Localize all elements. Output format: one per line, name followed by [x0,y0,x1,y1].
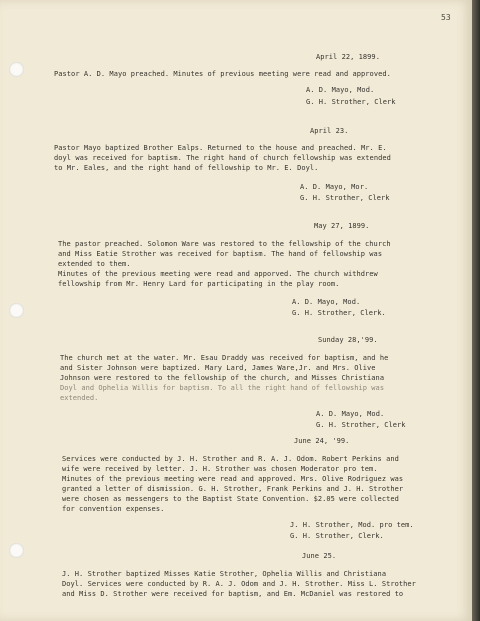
entry-date: April 22, 1899. [316,53,380,61]
entry-line: The church met at the water. Mr. Esau Draddy was received for baptism, and he [60,354,389,362]
entry-line: Minutes of the previous meeting were read and apporved. The church withdrew [58,270,378,278]
entry-line: J. H. Strother baptized Misses Katie Strother, Ophelia Willis and Christiana [62,570,387,578]
entry-line: wife were received by letter. J. H. Strother was chosen Moderator pro tem. [62,465,378,473]
entry-line: fellowship from Mr. Henry Lard for participating in the play room. [58,280,340,288]
signature-line: G. H. Strother, Clerk [306,98,396,106]
entry-date: May 27, 1899. [314,222,370,230]
entry-line: Minutes of the previous meeting were read and approved. Mrs. Olive Rodriguez was [62,475,404,483]
signature-line: A. D. Mayo, Mod. [306,86,375,94]
punch-hole [9,62,24,77]
entry-line: extended to them. [58,260,131,268]
entry-line: Pastor A. D. Mayo preached. Minutes of previous meeting were read and approved. [54,70,391,78]
entry-line: Doyl and Ophelia Willis for baptism. To all the right hand of fellowship was [60,384,385,392]
entry-line: granted a letter of dismission. G. H. Strother, Frank Perkins and J. H. Strother [62,485,404,493]
signature-line: G. H. Strother, Clerk [300,194,390,202]
entry-date: June 25. [302,552,337,560]
punch-hole [9,303,24,318]
entry-date: Sunday 28,'99. [318,336,378,344]
entry-line: and Miss Eatie Strother was received for baptism. The hand of fellowship was [58,250,383,258]
entry-line: were chosen as messengers to the Baptist State Convention. $2.05 were collected [62,495,399,503]
signature-line: G. H. Strother, Clerk [316,421,406,429]
punch-hole [9,543,24,558]
entry-line: doyl was received for baptism. The right hand of church fellowship was extended [54,154,391,162]
entry-line: extended. [60,394,99,402]
entry-line: Pastor Mayo baptized Brother Ealps. Returned to the house and preached. Mr. E. [54,144,387,152]
entry-line: Doyl. Services were conducted by R. A. J. Odom and J. H. Strother. Miss L. Strother [62,580,416,588]
signature-line: G. H. Strother, Clerk. [290,532,384,540]
entry-line: and Miss D. Strother were received for baptism, and Em. McDaniel was restored to [62,590,404,598]
signature-line: A. D. Mayo, Mor. [300,183,369,191]
signature-line: J. H. Strother, Mod. pro tem. [290,521,414,529]
signature-line: A. D. Mayo, Mod. [316,410,385,418]
entry-line: The pastor preached. Solomon Ware was restored to the fellowship of the church [58,240,391,248]
entry-line: Johnson were restored to the fellowship of the church, and Misses Christiana [60,374,385,382]
entry-date: April 23. [310,127,349,135]
entry-line: Services were conducted by J. H. Strother and R. A. J. Odom. Robert Perkins and [62,455,399,463]
entry-line: for convention expenses. [62,505,165,513]
page-edge-shadow [472,0,480,621]
signature-line: A. D. Mayo, Mod. [292,298,361,306]
entry-line: and Sister Johnson were baptized. Mary Lard, James Ware,Jr. and Mrs. Olive [60,364,376,372]
entry-date: June 24, '99. [294,437,350,445]
page-number: 53 [441,13,451,22]
signature-line: G. H. Strother, Clerk. [292,309,386,317]
entry-line: to Mr. Eales, and the right hand of fellowship to Mr. E. Doyl. [54,164,319,172]
